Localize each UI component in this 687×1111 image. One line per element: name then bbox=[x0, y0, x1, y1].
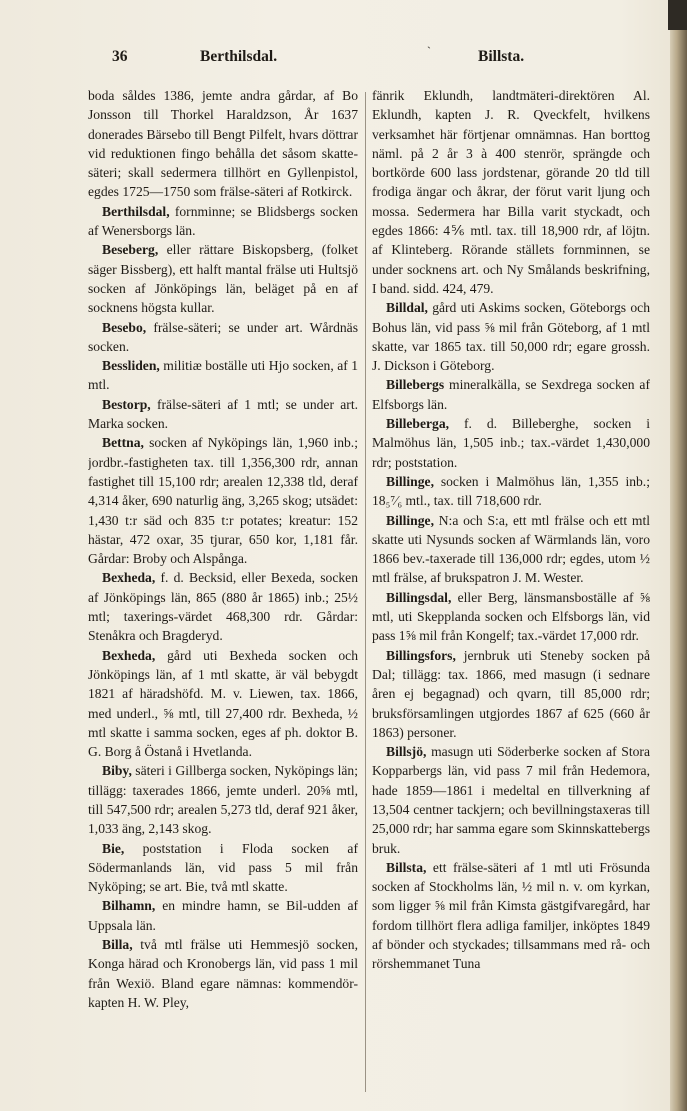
dictionary-entry bbox=[88, 896, 358, 935]
dictionary-entry bbox=[88, 935, 358, 1012]
entry-headword: Billdal, bbox=[386, 300, 428, 316]
entry-text: masugn uti Söderberke socken af Stora Kopparbergs län, vid pass 7 mil från Hedemora, hade 1859—1861 i medeltal en tillverkning af 13,504 centner tackjern; och bevillningstaxeras till 25,000 rdr; har samma egare som Skinnskattebergs bruk. bbox=[372, 744, 650, 856]
entry-headword: Billebergs bbox=[386, 377, 445, 393]
page-number: 36 bbox=[112, 48, 128, 65]
header-tick-mark: ` bbox=[427, 44, 431, 58]
entry-text: frälse-säteri; se under art. Wårdnäs socken. bbox=[88, 319, 358, 354]
dictionary-entry bbox=[88, 202, 358, 241]
dictionary-entry bbox=[88, 568, 358, 645]
entry-text: ett frälse-säteri af 1 mtl uti Frösunda socken af Stockholms län, ½ mil n. v. om kyrkan, som ligger ⅝ mil från Kimsta gästgifvaregård, har fordom tillhört flera adliga familjer, inköptes 1849 af bönder och styckades; tillsammans med rå- och rörshemmanet Tuna bbox=[372, 859, 650, 972]
entry-headword: Besebo, bbox=[102, 319, 147, 335]
dictionary-entry bbox=[88, 839, 358, 897]
dictionary-entry bbox=[88, 761, 358, 838]
entry-headword: Billingsdal, bbox=[386, 589, 452, 605]
entry-text: socken i Malmöhus län, 1,355 inb.; 18₅⁷⁄₆ mtl., tax. till 718,600 rdr. bbox=[372, 473, 650, 509]
entry-headword: Billsta, bbox=[386, 859, 427, 875]
entry-text: militiæ boställe uti Hjo socken, af 1 mtl. bbox=[88, 358, 358, 393]
dictionary-entry bbox=[372, 742, 650, 858]
entry-headword: Billinge, bbox=[386, 473, 434, 489]
entry-text: gård uti Bexheda socken och Jönköpings län, af 1 mtl skatte, är väl bebygdt 1821 af häradshöfd. M. v. Liewen, tax. 1866, med underl., ⅝ mtl, till 27,400 rdr. Bexheda, ½ mtl skatte i samma socken, eges af ph. doktor B. G. Borg å Östanå i Hvetlanda. bbox=[88, 647, 358, 760]
dictionary-entry bbox=[372, 511, 650, 588]
dictionary-entry bbox=[372, 375, 650, 414]
dictionary-entry bbox=[88, 318, 358, 357]
entry-headword: Bettna, bbox=[102, 435, 144, 451]
page-edge-shadow bbox=[670, 0, 687, 1111]
dictionary-entry bbox=[88, 240, 358, 317]
entry-headword: Bilhamn, bbox=[102, 898, 156, 914]
dictionary-entry bbox=[372, 414, 650, 472]
dictionary-entry bbox=[372, 86, 650, 298]
dictionary-entry bbox=[88, 433, 358, 568]
dictionary-entry bbox=[372, 298, 650, 375]
entry-headword: Berthilsdal, bbox=[102, 203, 170, 219]
left-column bbox=[88, 86, 358, 1106]
left-running-title: Berthilsdal. bbox=[200, 48, 278, 65]
column-divider bbox=[365, 92, 366, 1092]
dictionary-entry bbox=[88, 356, 358, 395]
dictionary-entry bbox=[88, 395, 358, 434]
entry-headword: Billa, bbox=[102, 937, 133, 953]
entry-headword: Billeberga, bbox=[386, 416, 450, 432]
page-header bbox=[0, 44, 668, 72]
right-column bbox=[372, 86, 650, 1106]
entry-text: frälse-säteri af 1 mtl; se under art. Marka socken. bbox=[88, 396, 358, 432]
entry-headword: Bexheda, bbox=[102, 647, 156, 663]
entry-headword: Biby, bbox=[102, 763, 132, 779]
entry-text: jernbruk uti Steneby socken på Dal; tillägg: tax. 1866, med masugn (i sednare åren ej begagnad) och qvarn, till 85,000 rdr; bruksförsamlingen utgjordes 1867 af 625 (660 år 1863) personer. bbox=[372, 647, 650, 740]
entry-text: eller Berg, länsmansboställe af ⅝ mtl, uti Skepplanda socken och Elfsborgs län, vid pass 1⅝ mil från Kongelf; tax.-värdet 17,000 rdr. bbox=[372, 589, 650, 644]
entry-headword: Beseberg, bbox=[102, 242, 159, 258]
entry-headword: Bie, bbox=[102, 840, 125, 856]
entry-headword: Bessliden, bbox=[102, 358, 160, 374]
entry-text: mineralkälla, se Sexdrega socken af Elfsborgs län. bbox=[372, 377, 650, 412]
entry-text: eller rättare Biskopsberg, (folket säger Bissberg), ett halft mantal frälse uti Hultsjö socken af Jönköpings län, beläget på en af socknens högsta kullar. bbox=[88, 242, 358, 316]
entry-text: socken af Nyköpings län, 1,960 inb.; jordbr.-fastigheten tax. till 1,356,300 rdr, annan fastighet till 15,100 rdr; arealen 12,338 tld, deraf 4,314 åker, 690 naturlig äng, 3,265 skog; utsädet: 1,430 t:r säd och 835 t:r potates; kreatur: 152 hästar, 472 oxar, 35 tjurar, 650 kor, 1,181 får. Gårdar: Broby och Alspånga. bbox=[88, 435, 358, 567]
entry-text: fornminne; se Blidsbergs socken af Wenersborgs län. bbox=[88, 203, 358, 239]
right-running-title: Billsta. bbox=[478, 48, 525, 65]
dictionary-entry bbox=[372, 472, 650, 511]
dictionary-entry bbox=[372, 858, 650, 974]
entry-headword: Bexheda, bbox=[102, 570, 156, 586]
entry-headword: Billinge, bbox=[386, 512, 434, 528]
entry-text: gård uti Askims socken, Göteborgs och Bohus län, vid pass ⅝ mil från Göteborg, af 1 mtl skatte, var 1865 tax. till 50,000 rdr; egare grossh. J. Dickson i Göteborg. bbox=[372, 300, 650, 374]
entry-text: boda såldes 1386, jemte andra gårdar, af Bo Jonsson till Thorkel Haraldzson, År 1637 donerades Bärsebo till Bengt Pilfelt, hvars döttrar vid reduktionen fingo behålla det såsom skatte-säteri; skall sedermera tillhört en Gyllenpistol, egdes 1725—1750 som frälse-säteri af Rotkirck. bbox=[88, 88, 358, 200]
dictionary-entry bbox=[372, 646, 650, 742]
entry-headword: Bestorp, bbox=[102, 396, 151, 412]
entry-text: poststation i Floda socken af Södermanlands län, vid pass 5 mil från Nyköping; se art. Bie, två mtl skatte. bbox=[88, 840, 358, 895]
entry-text: en mindre hamn, se Bil-udden af Uppsala län. bbox=[88, 898, 358, 933]
entry-text: fänrik Eklundh, landtmäteri-direktören Al. Eklundh, kapten J. R. Qveckfelt, hvilkens verksamhet här förtjenar omnämnas. Han borttog näml. på 2 år 3 à 400 stenrör, sprängde och bortkörde 600 lass jordstenar, görande 20 tld till frodiga ängar och åkrar, der förut varit ljung och mossa. Sedermera har Billa varit styckadt, och egdes 1866: 4⅚ mtl. tax. till 18,900 rdr, af löjtn. af Klinteberg. Rörande ställets fornminnen, se under socknens art. och Ny Smålands beskrifning, I band. sidd. 424, 479. bbox=[372, 88, 650, 296]
dictionary-entry bbox=[88, 646, 358, 762]
entry-text: f. d. Becksid, eller Bexeda, socken af Jönköpings län, 865 (880 år 1865) inb.; 25½ mtl; taxerings-värdet 468,300 rdr. Gårdar: Stenåkra och Bragderyd. bbox=[88, 570, 358, 644]
entry-text: N:a och S:a, ett mtl frälse och ett mtl skatte uti Nysunds socken af Wärmlands län, voro 1866 bev.-taxerade till 136,000 rdr; egdes, utom ½ mtl frälse, af brukspatron J. M. Wester. bbox=[372, 512, 650, 586]
corner-mark bbox=[668, 0, 687, 30]
dictionary-entry bbox=[372, 588, 650, 646]
entry-text: säteri i Gillberga socken, Nyköpings län; tillägg: taxerades 1866, jemte underl. 20⅝ mtl, till 547,500 rdr; arealen 5,273 tld, deraf 921 åker, 1,033 äng, 2,143 skog. bbox=[88, 763, 358, 837]
entry-text: två mtl frälse uti Hemmesjö socken, Konga härad och Kronobergs län, vid pass 1 mil från Wexiö. Bland egare nämnas: kommendör-kapten H. W. Pley, bbox=[88, 937, 358, 1010]
entry-text: f. d. Billeberghe, socken i Malmöhus län, 1,505 inb.; tax.-värdet 1,430,000 rdr; poststation. bbox=[372, 416, 650, 470]
entry-headword: Billingsfors, bbox=[386, 647, 456, 663]
entry-headword: Billsjö, bbox=[386, 744, 427, 760]
dictionary-entry bbox=[88, 86, 358, 202]
